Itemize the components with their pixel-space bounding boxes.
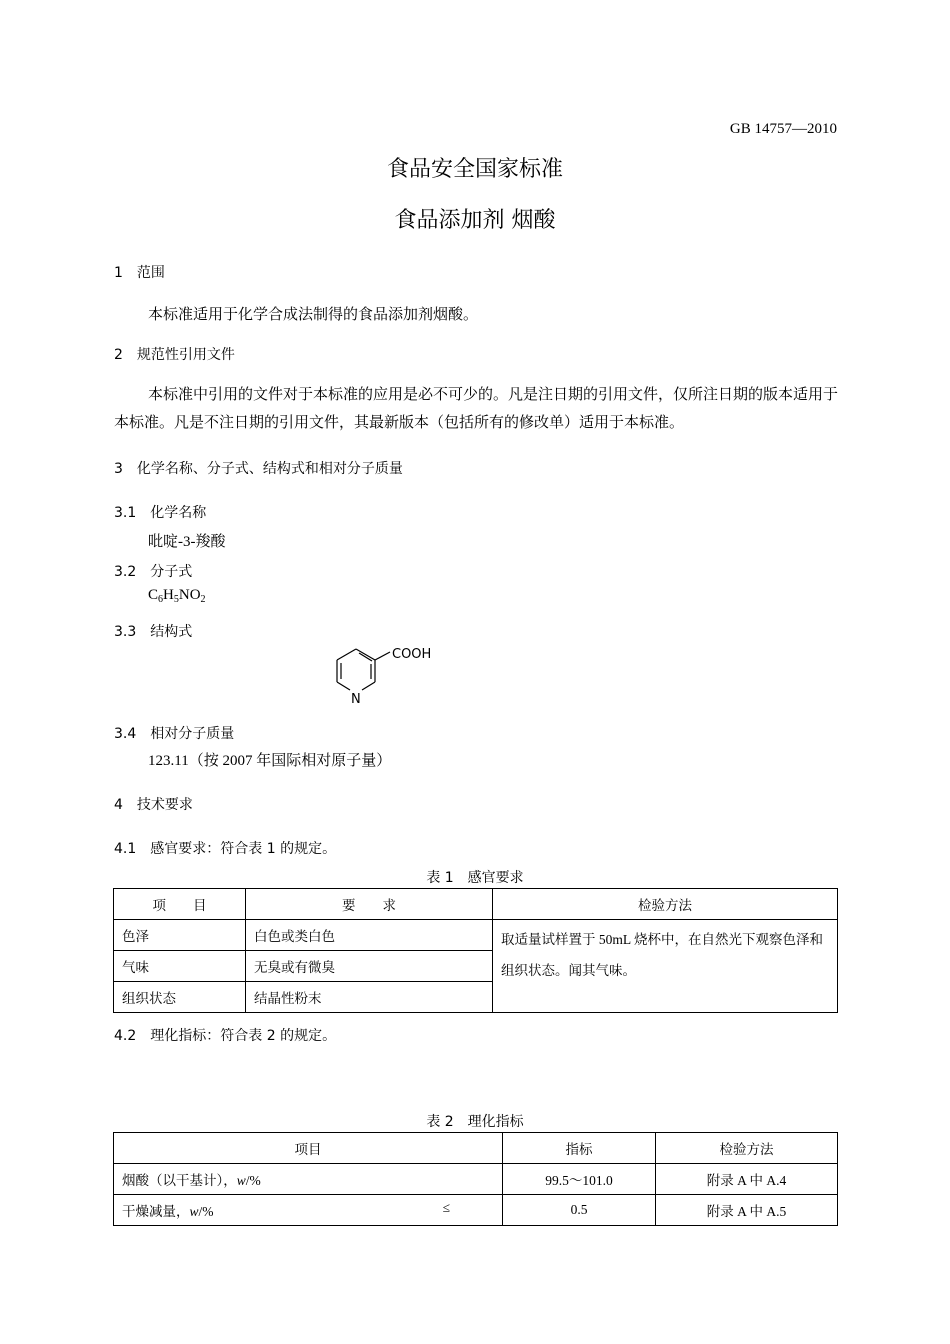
table-header-cell: 检验方法: [493, 889, 838, 920]
item-cell: [114, 1195, 503, 1226]
table-2-caption: 表 2 理化指标: [426, 1114, 524, 1130]
chemical-name: 吡啶-3-羧酸: [148, 534, 226, 550]
molecular-formula: [148, 587, 206, 605]
section-3-3-heading: 3.3 结构式: [114, 624, 193, 640]
table-header-cell: 指标: [503, 1133, 656, 1164]
requirement-cell: 无臭或有微臭: [246, 951, 493, 982]
table-header-cell: 项 目: [114, 889, 246, 920]
formula-h-count: 5: [173, 594, 179, 605]
method-cell: 取适量试样置于 50mL 烧杯中，在自然光下观察色泽和组织状态。闻其气味。: [493, 920, 838, 1013]
carboxyl-group-label: COOH: [392, 647, 432, 662]
section-2-text: 本标准中引用的文件对于本标准的应用是必不可少的。凡是注日期的引用文件，仅所注日期的版本适用于本标准。凡是不注日期的引用文件，其最新版本（包括所有的修改单）适用于本标准。: [114, 387, 839, 431]
formula-c-count: 6: [158, 594, 164, 605]
formula-c: C: [148, 587, 159, 603]
unit: /%: [245, 1173, 261, 1188]
value-cell: 0.5: [503, 1195, 656, 1226]
method-cell: 附录 A 中 A.5: [656, 1195, 838, 1226]
sensory-requirements-table: [113, 888, 838, 1013]
nitrogen-atom-label: N: [351, 692, 361, 707]
section-1-heading: 1 范围: [114, 265, 165, 281]
formula-h: H: [163, 587, 174, 603]
document-title: 食品安全国家标准: [386, 157, 563, 182]
formula-o-count: 2: [200, 594, 206, 605]
table-row: [114, 920, 838, 951]
table-header-row: [114, 889, 838, 920]
formula-no: NO: [178, 587, 201, 603]
table-header-row: [114, 1133, 838, 1164]
table-header-cell: 检验方法: [656, 1133, 838, 1164]
standard-number: GB 14757—2010: [729, 121, 837, 137]
section-4-heading: 4 技术要求: [114, 797, 193, 813]
requirement-cell: 白色或类白色: [246, 920, 493, 951]
item-name: 烟酸（以干基计），: [122, 1173, 237, 1188]
method-cell: 附录 A 中 A.4: [656, 1164, 838, 1195]
table-header-cell: 要 求: [246, 889, 493, 920]
item-cell: 气味: [114, 951, 246, 982]
mass-fraction-symbol: w: [189, 1204, 199, 1219]
value-cell: 99.5～101.0: [503, 1164, 656, 1195]
table-row: [114, 1164, 838, 1195]
item-cell: 色泽: [114, 920, 246, 951]
section-3-2-heading: 3.2 分子式: [114, 564, 193, 580]
section-3-heading: 3 化学名称、分子式、结构式和相对分子质量: [114, 461, 403, 477]
table-1-caption: 表 1 感官要求: [426, 870, 524, 886]
section-3-4-heading: 3.4 相对分子质量: [114, 726, 235, 742]
section-4-2-heading: 4.2 理化指标：符合表 2 的规定。: [114, 1028, 337, 1044]
unit: /%: [198, 1204, 214, 1219]
table-row: [114, 1195, 838, 1226]
item-name: 干燥减量，: [122, 1204, 190, 1219]
table-header-cell: 项目: [114, 1133, 503, 1164]
mass-fraction-symbol: w: [236, 1173, 246, 1188]
section-3-1-heading: 3.1 化学名称: [114, 505, 207, 521]
less-or-equal-operator: ≤: [442, 1200, 450, 1215]
section-2-heading: 2 规范性引用文件: [114, 347, 235, 363]
pyridine-ring: [337, 649, 390, 690]
physicochemical-indicators-table: [113, 1132, 838, 1226]
section-1-text: 本标准适用于化学合成法制得的食品添加剂烟酸。: [148, 307, 479, 323]
document-subtitle: 食品添加剂 烟酸: [394, 208, 556, 233]
molecular-mass: 123.11（按 2007 年国际相对原子量）: [148, 753, 392, 769]
item-cell: [114, 1164, 503, 1195]
requirement-cell: 结晶性粉末: [246, 982, 493, 1013]
section-4-1-heading: 4.1 感官要求：符合表 1 的规定。: [114, 841, 337, 857]
item-cell: 组织状态: [114, 982, 246, 1013]
structural-formula: [320, 640, 450, 710]
